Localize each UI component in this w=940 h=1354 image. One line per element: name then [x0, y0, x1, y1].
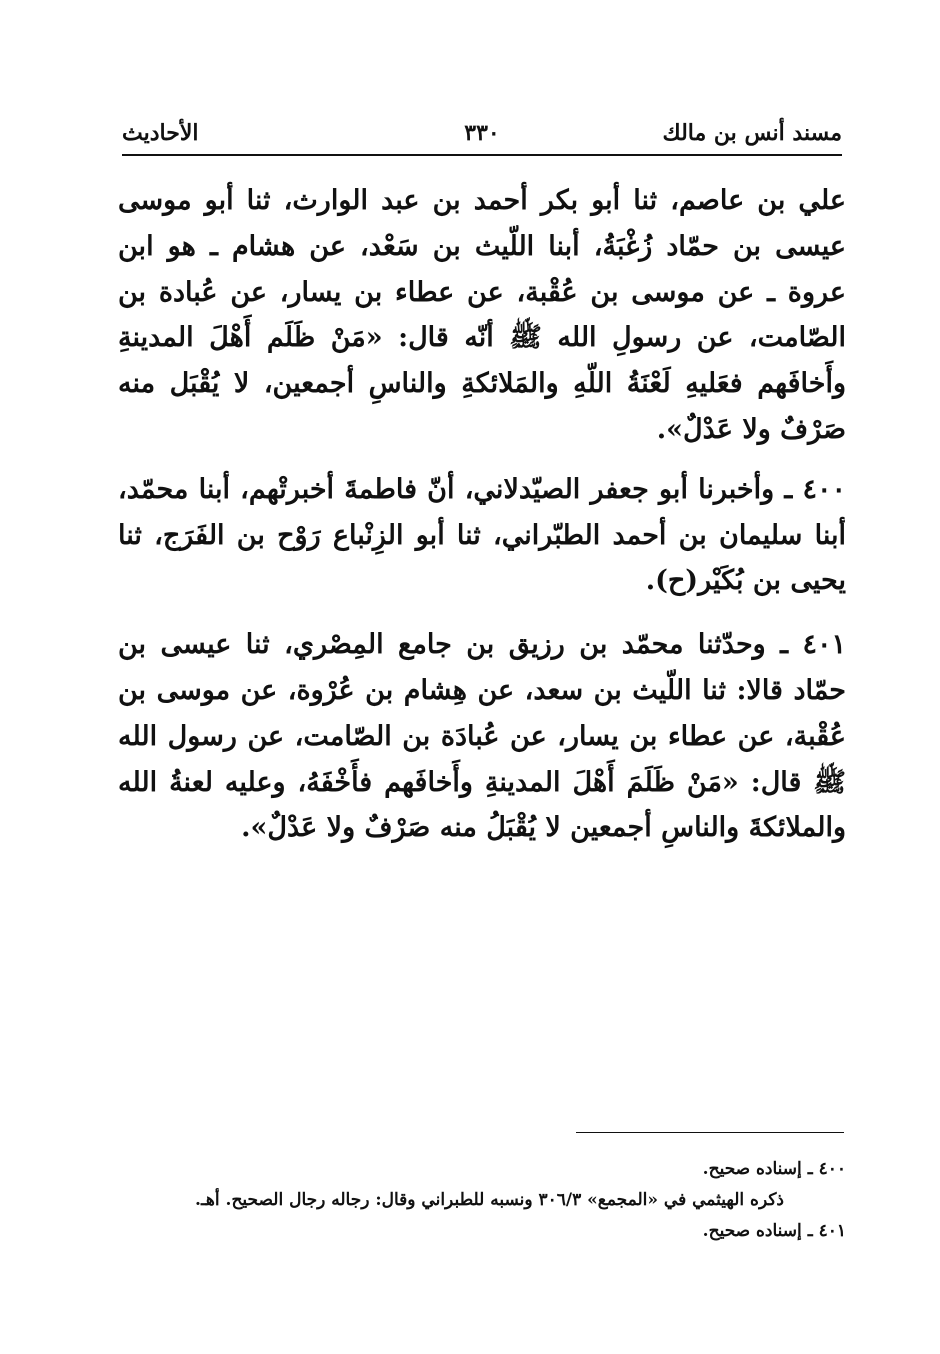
page-number: ٣٣٠: [464, 120, 500, 146]
header-rule: [122, 154, 842, 156]
header-section-title: الأحاديث: [122, 120, 199, 146]
main-text: [118, 178, 846, 869]
footnote-400: ٤٠٠ ـ إسناده صحيح.: [702, 1159, 846, 1179]
footnote-401: ٤٠١ ـ إسناده صحيح.: [702, 1221, 846, 1241]
running-header: [122, 116, 842, 156]
footnote-400-detail: ذكره الهيثمي في «المجمع» ٣٠٦/٣ ونسبه للطبراني وقال: رجاله رجال الصحيح. أهـ.: [195, 1190, 784, 1210]
paragraph-hadith-401: ٤٠١ ـ وحدّثنا محمّد بن رزيق بن جامع المِصْري، ثنا عيسى بن حمّاد قالا: ثنا اللّيث بن سعد، عن هِشام بن عُرْوة، عن موسى بن عُقْبة، عن عطاء بن يسار، عن عُبادَة بن الصّامت، عن رسول الله ﷺ قال: «مَنْ ظَلَمَ أَهْلَ المدينةِ وأَخافَهم فأَخْفَهُ، وعليه لعنةُ الله والملائكةَ والناسِ أجمعين لا يُقْبَلُ منه صَرْفٌ ولا عَدْلٌ».: [118, 629, 846, 844]
footnote-rule: [576, 1132, 844, 1133]
header-book-title: مسند أنس بن مالك: [662, 120, 842, 146]
paragraph-continuation: علي بن عاصم، ثنا أبو بكر أحمد بن عبد الوارث، ثنا أبو موسى عيسى بن حمّاد زُغْبَةُ، أبنا اللّيث بن سَعْد، عن هشام ـ هو ابن عروة ـ عن موسى بن عُقْبة، عن عطاء بن يسار، عن عُبادة بن الصّامت، عن رسولِ الله ﷺ أنّه قال: «مَنْ ظَلَم أَهْلَ المدينةِ وأَخافَهم فعَليهِ لَعْنَةُ اللّهِ والمَلائكةِ والناسِ أجمعين، لا يُقْبَل منه صَرْفٌ ولا عَدْلٌ».: [118, 185, 846, 445]
paragraph-hadith-400: ٤٠٠ ـ وأخبرنا أبو جعفر الصيّدلاني، أنّ فاطمةَ أخبرتْهم، أبنا محمّد، أبنا سليمان بن أحمد الطبّراني، ثنا أبو الزِنْباع رَوْح بن الفَرَج، ثنا يحيى بن بُكَيْر(ح).: [118, 473, 846, 597]
footnotes: [118, 1154, 846, 1247]
